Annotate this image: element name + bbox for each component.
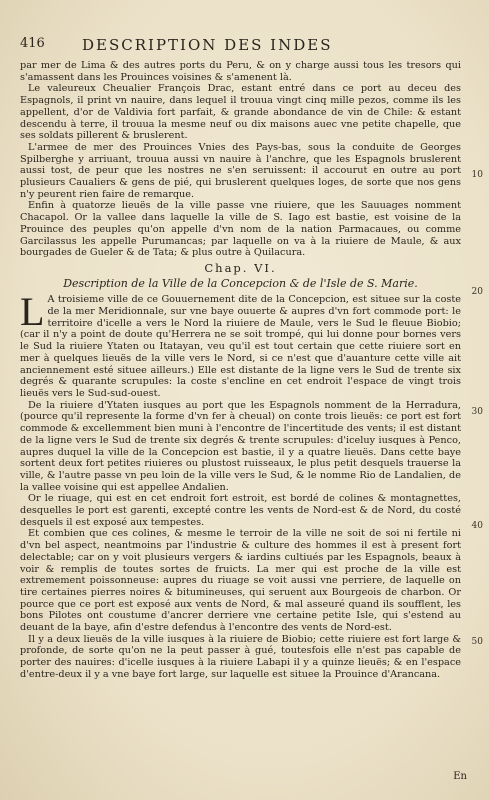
chapter-title: Description de la Ville de la Concepcion & de l'Isle de S. Marie. bbox=[63, 276, 418, 290]
paragraph: Enfin à quatorze lieuës de la ville passe vne riuiere, que les Sauuages nomment Chacapol. Or la vallee dans laquelle la ville de S. Iago est bastie, est voisine de la Prouince des peuples qu'on appelle d'vn nom de la nation Parmacaues, ou comme Garcilassus les appelle Purumancas; par laquelle on va à la riuiere de Maule, & aux bourgades de Gueler & de Tata; & plus outre à Quilacura. bbox=[20, 200, 461, 259]
margin-line-number: 10 bbox=[471, 170, 483, 180]
page-header bbox=[20, 36, 459, 54]
paragraph: De la riuiere d'Ytaten iusques au port que les Espagnols nomment de la Herradura, (pource qu'il represente la forme d'vn fer à cheual) on conte trois lieuës: ce port est fort commode & excellemment bien muni à l'encontre de l'incertitude des vents; il est distant de la ligne vers le Sud de trente six degrés & trente scrupules: d'iceluy iusques à Penco, aupres duquel la ville de la Concepcion est bastie, il y a quatre lieuës. Dans cette baye sortent deux fort petites riuieres ou plustost ruisseaux, le plus petit desquels trauerse la ville, & l'autre passe vn peu loin de la ville vers le Sud, & le nomme Rio de Landalien, de la vallee voisine qui est appellee Andalien. bbox=[20, 399, 461, 493]
margin-line-number: 50 bbox=[471, 637, 483, 647]
paragraph: L'armee de mer des Prouinces Vnies des Pays-bas, sous la conduite de Georges Spilberghe y arriuant, trouua aussi vn nauire à l'anchre, que les Espagnols bruslerent aussi tost, de peur que les nostres ne s'en seruissent: il accourut en outre au port plusieurs Caualiers & gens de pié, qui bruslerent quelques loges, de sorte que nos gens n'y peurent rien faire de remarque. bbox=[20, 141, 461, 200]
margin-line-number: 20 bbox=[471, 287, 483, 297]
paragraph: Le valeureux Cheualier François Drac, estant entré dans ce port au deceu des Espagnols, il print vn nauire, dans lequel il trouua vingt cinq mille pezos, comme ils les appellent, d'or de Valdivia fort parfait, & grande abondance de vin de Chile: & estant descendu à terre, il trouua la mesme neuf ou dix maisons auec vne petite chapelle, que ses soldats pillerent & bruslerent. bbox=[20, 83, 461, 142]
chapter-heading: Chap. VI. bbox=[204, 260, 277, 275]
catchword: En bbox=[453, 771, 467, 782]
paragraph: Or le riuage, qui est en cet endroit fort estroit, est bordé de colines & montagnettes, desquelles le port est garenti, excepté contre les vents de Nord-est & de Nord, du costé desquels il est exposé aux tempestes. bbox=[20, 493, 461, 528]
opening-paragraph-text: A troisieme ville de ce Gouuernement dite de la Concepcion, est situee sur la coste de la mer Meridionnale, sur vne baye ouuerte & aupres d'vn fort commode port: le territoire d'icelle a vers le Nord la riuiere de Maule, vers le Sud le fleuue Biobio; (car il n'y a point de doute qu'Herrera ne se soit trompé, qui lui donne pour bornes vers le Sud la riuiere Ytaten ou Itatayan, veu qu'il est tout certain que cette riuiere sort en mer à quelques lieuës de la ville vers le Nord, si ce n'est que d'auanture cette ville ait anciennement esté situee ailleurs.) Elle est distante de la ligne vers le Sud de trente six degrés & quarante scrupules: la coste s'encline en cet endroit l'espace de vingt trois lieuës vers le Sud-sud-ouest. bbox=[20, 294, 461, 399]
body-text bbox=[20, 60, 461, 681]
opening-paragraph bbox=[20, 289, 461, 399]
margin-line-number: 30 bbox=[471, 407, 483, 417]
margin-line-number: 40 bbox=[471, 521, 483, 531]
paragraph: par mer de Lima & des autres ports du Peru, & on y charge aussi tous les tresors qui s'amassent dans les Prouinces voisines & s'amenent là. bbox=[20, 60, 461, 83]
paragraph: Et combien que ces colines, & mesme le terroir de la ville ne soit de soi ni fertile ni d'vn bel aspect, neantmoins par l'industrie & culture des hommes il est à present fort delectable; car on y voit plusieurs vergers & iardins cultiués par les Espagnols, beaux à voir & remplis de toutes sortes de fruicts. La mer qui est proche de la ville est extremement poissonneuse: aupres du riuage se voit aussi vne perriere, de laquelle on tire certaines pierres noires & bitumineuses, qui seruent aux Bourgeois de charbon. Or pource que ce port est exposé aux vents de Nord, & mal asseuré quand ils soufflent, les bons Pilotes ont coustume d'ancrer derriere vne certaine petite Isle, qui s'estend au deuant de la baye, afin d'estre defendus à l'encontre des vents de Nord-est. bbox=[20, 528, 461, 634]
running-title: DESCRIPTION DES INDES bbox=[82, 36, 333, 54]
page-number: 416 bbox=[20, 36, 45, 51]
drop-cap: L bbox=[20, 289, 45, 335]
paragraph: Il y a deux lieuës de la ville iusques à la riuiere de Biobio; cette riuiere est fort large & profonde, de sorte qu'on ne la peut passer à gué, toutesfois elle n'est pas capable de porter des nauires: d'icelle iusques à la riuiere Labapi il y a quinze lieuës; & en l'espace d'entre-deux il y a vne baye fort large, sur laquelle est situee la Prouince d'Arancana. bbox=[20, 633, 461, 680]
